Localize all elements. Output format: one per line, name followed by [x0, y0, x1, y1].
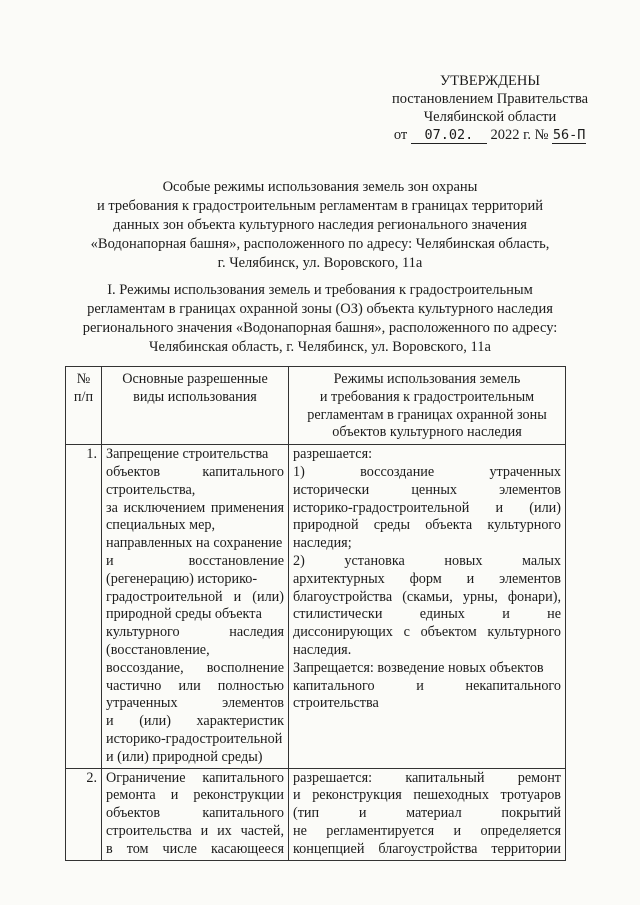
cell-line: за исключением применения — [106, 499, 284, 516]
row-regime — [289, 768, 566, 860]
cell-line: природной среды объекта — [106, 606, 262, 623]
header-permitted-uses — [102, 367, 289, 445]
cell-line: направленных на сохранение — [106, 535, 283, 552]
cell-line: культурного наследия — [106, 624, 284, 641]
header-uses-line: Основные разрешенные — [122, 371, 268, 387]
approval-block — [370, 72, 610, 144]
cell-line: архитектурных форм и элементов — [293, 570, 561, 587]
header-regimes-line: регламентам в границах охранной зоны — [307, 406, 547, 423]
section-title-line: I. Режимы использования земель и требования к градостроительным — [107, 282, 533, 298]
cell-line: строительства, — [106, 481, 196, 498]
main-title-line: «Водонапорная башня», расположенного по адресу: Челябинская область, — [90, 236, 550, 252]
cell-line: 2) установка новых малых — [293, 552, 561, 569]
table-header-row — [66, 367, 566, 445]
cell-line: утраченных элементов — [106, 695, 284, 712]
approval-line-1: постановлением Правительства — [391, 91, 589, 107]
main-title-line: Особые режимы использования земель зон охраны — [162, 179, 478, 195]
header-regimes-line: объектов культурного наследия — [332, 424, 522, 441]
cell-line: (тип и материал покрытий — [293, 805, 561, 822]
cell-line: (восстановление, — [106, 641, 210, 658]
cell-line: разрешается: — [293, 446, 373, 463]
header-number — [66, 367, 102, 445]
cell-line: и реконструкция пешеходных тротуаров — [293, 787, 561, 804]
header-uses-line: виды использования — [133, 388, 257, 405]
cell-line: историко-градостроительной — [106, 730, 283, 747]
row-number: 2. — [66, 768, 102, 860]
cell-line: строительства — [293, 695, 379, 712]
header-regimes — [289, 367, 566, 445]
regulations-table — [65, 366, 566, 861]
cell-line: объектов капитального — [106, 463, 284, 480]
cell-line: Запрещается: возведение новых объектов — [293, 659, 544, 676]
cell-line: разрешается: капитальный ремонт — [293, 769, 561, 786]
row-regime — [289, 445, 566, 768]
date-prefix: от — [393, 127, 408, 143]
header-number-line: № — [76, 371, 91, 387]
cell-line: диссонирующих с объектом культурного — [293, 624, 561, 641]
main-title-line: данных зон объекта культурного наследия регионального значения — [113, 217, 527, 233]
cell-line: в том числе касающееся — [106, 840, 284, 857]
header-number-line: п/п — [73, 388, 94, 405]
section-title-line: регионального значения «Водонапорная башня», расположенного по адресу: — [82, 320, 558, 336]
table-row — [66, 768, 566, 860]
header-regimes-line: Режимы использования земель — [333, 371, 521, 387]
approval-title: УТВЕРЖДЕНЫ — [439, 73, 541, 89]
cell-line: специальных мер, — [106, 517, 216, 534]
year-label: 2022 г. № — [490, 127, 549, 143]
main-title-line: г. Челябинск, ул. Воровского, 11а — [217, 255, 423, 271]
cell-line: исторически ценных элементов — [293, 481, 561, 498]
cell-line: благоустройства (скамьи, урны, фонари), — [293, 588, 561, 605]
section-title-line: Челябинская область, г. Челябинск, ул. Воровского, 11а — [149, 339, 491, 355]
cell-line: и восстановление — [106, 552, 284, 569]
date-value: 07.02. — [411, 128, 487, 144]
main-title — [60, 178, 580, 273]
cell-line: частично или полностью — [106, 677, 284, 694]
cell-line: Ограничение капитального — [106, 769, 284, 786]
cell-line: стилистически единых и не — [293, 606, 561, 623]
cell-line: градостроительной и (или) — [106, 588, 284, 605]
cell-line: историко-градостроительной и (или) — [293, 499, 561, 516]
number-value: 56-П — [552, 127, 586, 143]
row-permitted-use — [102, 445, 289, 768]
cell-line: Запрещение строительства — [106, 446, 269, 463]
cell-line: наследия. — [293, 641, 352, 658]
cell-line: (регенерацию) историко- — [106, 570, 258, 587]
table-row — [66, 445, 566, 768]
row-number: 1. — [66, 445, 102, 768]
main-title-line: и требования к градостроительным регламентам в границах территорий — [96, 198, 544, 214]
cell-line: ремонта и реконструкции — [106, 787, 284, 804]
cell-line: капитального и некапитального — [293, 677, 561, 694]
cell-line: не регламентируется и определяется — [293, 822, 561, 839]
section-title-line: регламентам в границах охранной зоны (ОЗ) объекта культурного наследия — [87, 301, 553, 317]
approval-date-line — [370, 126, 610, 144]
cell-line: 1) воссоздание утраченных — [293, 463, 561, 480]
cell-line: наследия; — [293, 535, 352, 552]
cell-line: строительства и их частей, — [106, 822, 284, 839]
cell-line: воссоздание, восполнение — [106, 659, 284, 676]
row-permitted-use — [102, 768, 289, 860]
header-regimes-line: и требования к градостроительным — [319, 388, 535, 405]
cell-line: объектов капитального — [106, 805, 284, 822]
approval-line-2: Челябинской области — [423, 109, 557, 125]
cell-line: и (или) характеристик — [106, 713, 284, 730]
section-title — [60, 281, 580, 357]
cell-line: природной среды объекта культурного — [293, 517, 561, 534]
cell-line: концепцией благоустройства территории — [293, 840, 561, 857]
cell-line: и (или) природной среды) — [106, 748, 263, 765]
